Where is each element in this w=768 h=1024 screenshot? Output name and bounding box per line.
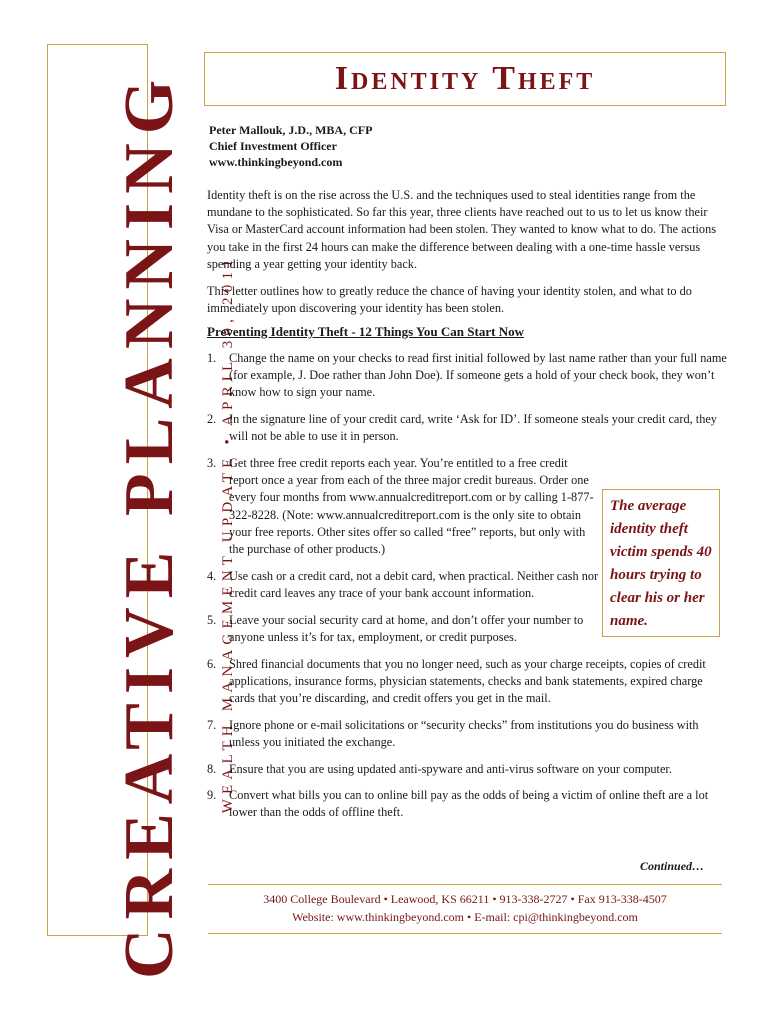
list-item xyxy=(207,568,599,602)
list-item-number: 3. xyxy=(207,456,217,471)
list-item-number: 9. xyxy=(207,788,217,803)
author-name: Peter Mallouk, J.D., MBA, CFP xyxy=(209,123,373,137)
page-title: Identity Theft xyxy=(334,60,596,97)
update-line: WEALTH MANAGEMENT UPDATE • APRIL 30, 2011 xyxy=(220,254,236,814)
outline-paragraph: This letter outlines how to greatly reduce the chance of having your identity stolen, and what to do immediately upon discovering your identity has been stolen. xyxy=(207,284,692,316)
intro-paragraph: Identity theft is on the rise across the U.S. and the techniques used to steal identities range from the mundane to the sophisticated. So far this year, three clients have reached out to us to let us know their Visa or MasterCard account information had been stolen. They wanted to know what to do. The actions you take in the first 24 hours can make the difference between dealing with a one-time hassle versus spending a year getting your identity back. xyxy=(207,188,716,271)
section-heading: Preventing Identity Theft - 12 Things You Can Start Now xyxy=(207,324,524,339)
list-item-text: Use cash or a credit card, not a debit card, when practical. Neither cash nor credit card leaves any trace of your bank account information. xyxy=(229,568,599,600)
title-box xyxy=(204,52,726,106)
list-item xyxy=(207,761,727,778)
list-item-text: Leave your social security card at home, and don’t offer your number to anyone unless it’s for tax, employment, or credit purposes. xyxy=(229,612,584,644)
author-block xyxy=(209,122,372,170)
list-item-text: Ensure that you are using updated anti-spyware and anti-virus software on your computer. xyxy=(229,761,672,776)
list-item-text: Change the name on your checks to read first initial followed by last name rather than your full name (for example, J. Doe rather than John Doe). If someone gets a hold of your check book, they won’t know how to sign your name. xyxy=(229,351,727,400)
list-item xyxy=(207,656,727,708)
brand-name: CREATIVE PLANNING xyxy=(111,70,188,979)
list-item xyxy=(207,411,727,445)
continued-label: Continued… xyxy=(640,859,705,873)
list-item xyxy=(207,612,614,646)
list-item-number: 2. xyxy=(207,412,217,427)
author-role: Chief Investment Officer xyxy=(209,139,337,153)
list-item-number: 7. xyxy=(207,717,217,732)
sidebar-frame xyxy=(47,44,236,979)
list-item-number: 8. xyxy=(207,761,217,776)
footer-address: 3400 College Boulevard • Leawood, KS 66211 • 913-338-2727 • Fax 913-338-4507 xyxy=(263,892,667,906)
list-item-text: In the signature line of your credit card, write ‘Ask for ID’. If someone steals your credit card, they will not be able to use it in person. xyxy=(229,412,717,444)
list-item xyxy=(207,455,599,558)
footer-contact[interactable]: Website: www.thinkingbeyond.com • E-mail: cpi@thinkingbeyond.com xyxy=(292,910,638,924)
callout-box: The average identity theft victim spends 40 hours trying to clear his or her name. xyxy=(602,489,720,637)
list-item-text: Get three free credit reports each year. You’re entitled to a free credit report once a year from each of the three major credit bureaus. Order one every four months from www.annualcreditreport.com or by calling 1-877-322-8228. (Note: www.annualcreditreport.com is the only site to obtain your free reports. Other sites offer so called “free” reports, but only with the purchase of other products.) xyxy=(229,456,594,557)
list-item-number: 5. xyxy=(207,612,217,627)
list-item-number: 1. xyxy=(207,351,217,365)
footer xyxy=(208,884,722,934)
author-website[interactable]: www.thinkingbeyond.com xyxy=(209,155,343,169)
list-item-text: Shred financial documents that you no longer need, such as your charge receipts, copies of credit applications, insurance forms, physician statements, checks and bank statements, expired charge cards that you’re discarding, and credit offers you get in the mail. xyxy=(229,656,706,705)
list-item xyxy=(207,717,727,751)
list-item-text: Convert what bills you can to online bill pay as the odds of being a victim of online theft are a lot lower than the odds of offline theft. xyxy=(229,788,709,820)
list-item xyxy=(207,787,727,821)
list-item-number: 6. xyxy=(207,656,217,671)
list-item-number: 4. xyxy=(207,568,217,583)
list-item-text: Ignore phone or e-mail solicitations or “security checks” from institutions you do business with unless you initiated the exchange. xyxy=(229,717,699,749)
list-item xyxy=(207,350,727,402)
